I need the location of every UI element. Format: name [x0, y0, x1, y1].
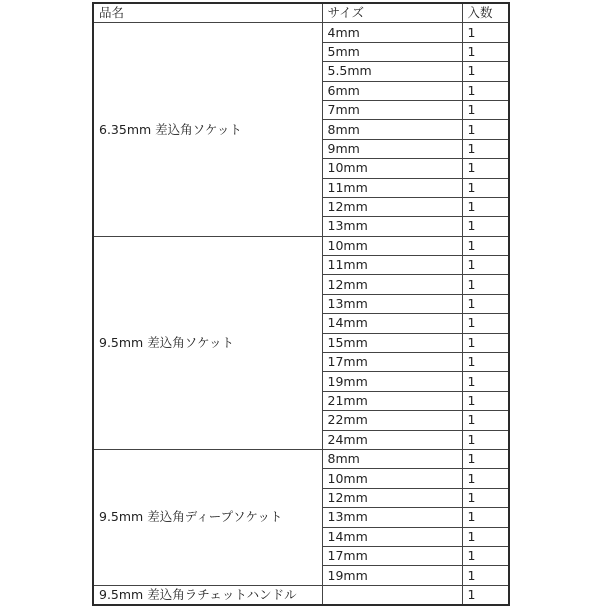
qty-cell: 1	[462, 42, 509, 61]
table-row	[93, 23, 509, 42]
product-name-cell: 9.5mm 差込角ラチェットハンドル	[93, 585, 322, 605]
table-body	[93, 23, 509, 605]
size-cell: 11mm	[322, 256, 462, 275]
size-cell: 10mm	[322, 159, 462, 178]
size-cell: 10mm	[322, 469, 462, 488]
size-cell: 8mm	[322, 449, 462, 468]
product-name-cell: 6.35mm 差込角ソケット	[93, 23, 322, 236]
size-cell: 17mm	[322, 546, 462, 565]
size-cell	[322, 585, 462, 605]
header-name: 品名	[93, 3, 322, 23]
size-cell: 9mm	[322, 139, 462, 158]
qty-cell: 1	[462, 197, 509, 216]
size-cell: 19mm	[322, 372, 462, 391]
qty-cell: 1	[462, 62, 509, 81]
qty-cell: 1	[462, 100, 509, 119]
qty-cell: 1	[462, 81, 509, 100]
size-cell: 5.5mm	[322, 62, 462, 81]
size-cell: 22mm	[322, 411, 462, 430]
qty-cell: 1	[462, 391, 509, 410]
size-cell: 17mm	[322, 353, 462, 372]
qty-cell: 1	[462, 217, 509, 236]
size-cell: 14mm	[322, 314, 462, 333]
size-cell: 8mm	[322, 120, 462, 139]
qty-cell: 1	[462, 585, 509, 605]
qty-cell: 1	[462, 256, 509, 275]
qty-cell: 1	[462, 488, 509, 507]
product-name-cell: 9.5mm 差込角ソケット	[93, 236, 322, 449]
qty-cell: 1	[462, 120, 509, 139]
qty-cell: 1	[462, 23, 509, 42]
qty-cell: 1	[462, 372, 509, 391]
qty-cell: 1	[462, 546, 509, 565]
qty-cell: 1	[462, 159, 509, 178]
size-cell: 11mm	[322, 178, 462, 197]
qty-cell: 1	[462, 527, 509, 546]
qty-cell: 1	[462, 566, 509, 585]
size-cell: 13mm	[322, 508, 462, 527]
header-qty: 入数	[462, 3, 509, 23]
qty-cell: 1	[462, 275, 509, 294]
size-cell: 12mm	[322, 488, 462, 507]
qty-cell: 1	[462, 294, 509, 313]
size-cell: 21mm	[322, 391, 462, 410]
size-cell: 7mm	[322, 100, 462, 119]
size-cell: 14mm	[322, 527, 462, 546]
size-cell: 5mm	[322, 42, 462, 61]
qty-cell: 1	[462, 449, 509, 468]
table-row	[93, 449, 509, 468]
size-cell: 12mm	[322, 197, 462, 216]
qty-cell: 1	[462, 430, 509, 449]
qty-cell: 1	[462, 314, 509, 333]
size-cell: 13mm	[322, 294, 462, 313]
size-cell: 15mm	[322, 333, 462, 352]
size-cell: 12mm	[322, 275, 462, 294]
size-cell: 6mm	[322, 81, 462, 100]
qty-cell: 1	[462, 139, 509, 158]
size-cell: 10mm	[322, 236, 462, 255]
size-cell: 19mm	[322, 566, 462, 585]
qty-cell: 1	[462, 469, 509, 488]
table-row	[93, 236, 509, 255]
qty-cell: 1	[462, 411, 509, 430]
size-cell: 13mm	[322, 217, 462, 236]
qty-cell: 1	[462, 508, 509, 527]
product-name-cell: 9.5mm 差込角ディープソケット	[93, 449, 322, 585]
contents-table	[92, 2, 510, 606]
qty-cell: 1	[462, 353, 509, 372]
table-row	[93, 585, 509, 605]
qty-cell: 1	[462, 333, 509, 352]
size-cell: 4mm	[322, 23, 462, 42]
size-cell: 24mm	[322, 430, 462, 449]
header-size: サイズ	[322, 3, 462, 23]
header-row	[93, 3, 509, 23]
qty-cell: 1	[462, 178, 509, 197]
qty-cell: 1	[462, 236, 509, 255]
